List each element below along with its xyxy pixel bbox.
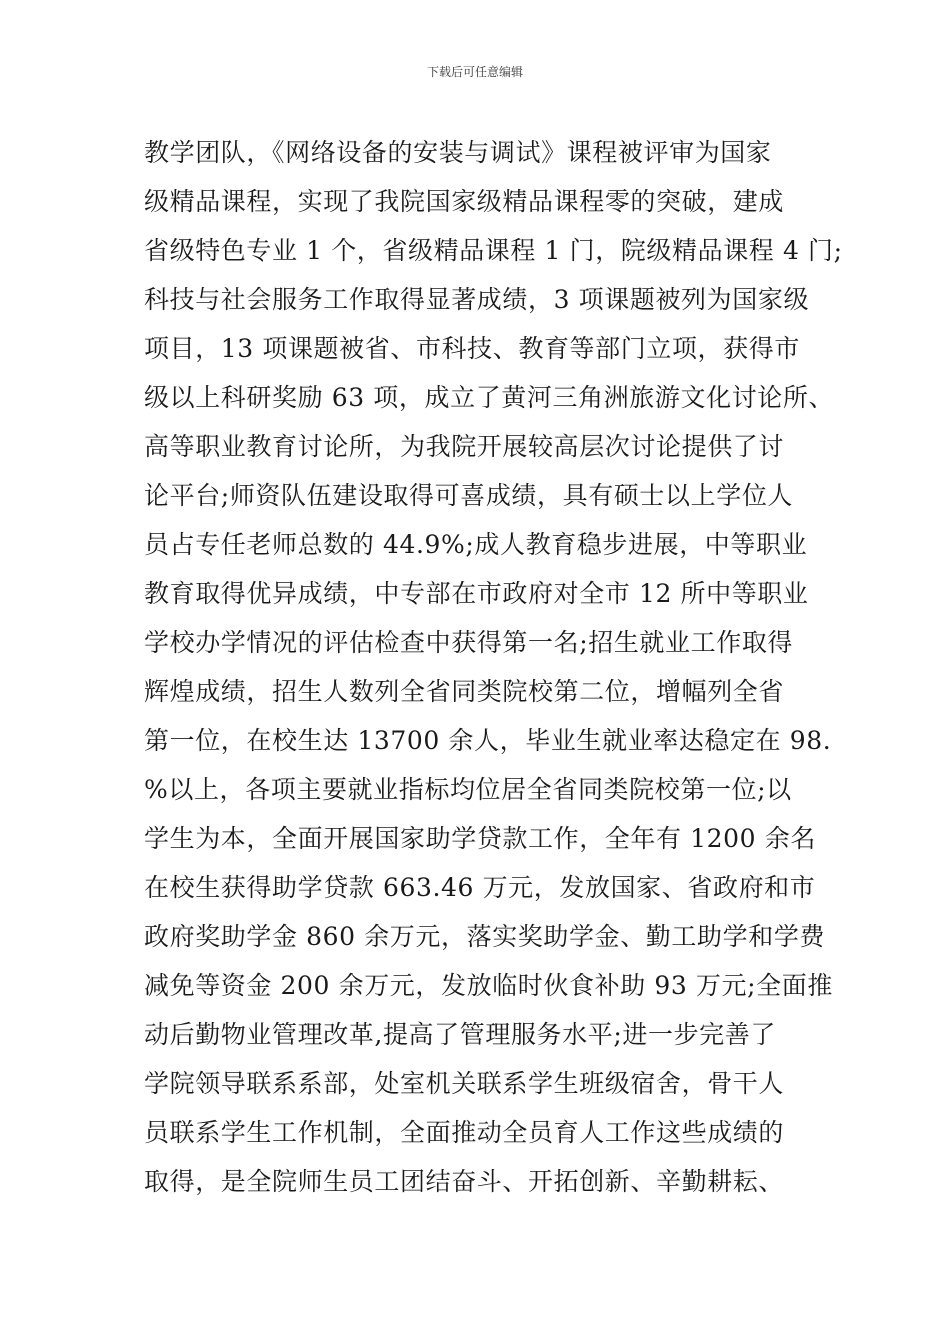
text-line: 学生为本，全面开展国家助学贷款工作，全年有 1200 余名 [144, 824, 816, 853]
text-line: 科技与社会服务工作取得显著成绩，3 项课题被列为国家级 [144, 285, 810, 314]
text-line: 项目，13 项课题被省、市科技、教育等部门立项，获得市 [144, 334, 800, 363]
text-line: 高等职业教育讨论所，为我院开展较高层次讨论提供了讨 [144, 432, 785, 461]
body-paragraph [144, 128, 843, 1206]
text-line: 减免等资金 200 余万元，发放临时伙食补助 93 万元;全面推 [144, 971, 833, 1000]
page-header: 下载后可任意编辑 [426, 65, 523, 79]
text-line: 第一位，在校生达 13700 余人，毕业生就业率达稳定在 98. [144, 726, 832, 755]
text-line: 级精品课程，实现了我院国家级精品课程零的突破，建成 [144, 187, 785, 216]
text-line: 级以上科研奖励 63 项，成立了黄河三角洲旅游文化讨论所、 [144, 383, 835, 412]
text-line: 学院领导联系系部，处室机关联系学生班级宿舍，骨干人 [144, 1069, 785, 1098]
text-line: 教学团队，《网络设备的安装与调试》课程被评审为国家 [144, 138, 772, 167]
text-line: %以上，各项主要就业指标均位居全省同类院校第一位;以 [144, 775, 792, 804]
text-line: 政府奖助学金 860 余万元，落实奖助学金、勤工助学和学费 [144, 922, 826, 951]
text-line: 论平台;师资队伍建设取得可喜成绩，具有硕士以上学位人 [144, 481, 794, 510]
text-line: 辉煌成绩，招生人数列全省同类院校第二位，增幅列全省 [144, 677, 785, 706]
text-line: 在校生获得助学贷款 663.46 万元，发放国家、省政府和市 [144, 873, 816, 902]
text-line: 学校办学情况的评估检查中获得第一名;招生就业工作取得 [144, 628, 794, 657]
text-line: 取得，是全院师生员工团结奋斗、开拓创新、辛勤耕耘、 [144, 1167, 785, 1196]
text-line: 动后勤物业管理改革,提高了管理服务水平;进一步完善了 [144, 1020, 776, 1049]
text-line: 员联系学生工作机制，全面推动全员育人工作这些成绩的 [144, 1118, 785, 1147]
text-line: 教育取得优异成绩，中专部在市政府对全市 12 所中等职业 [144, 579, 809, 608]
text-line: 省级特色专业 1 个，省级精品课程 1 门，院级精品课程 4 门; [144, 236, 843, 265]
text-line: 员占专任老师总数的 44.9%;成人教育稳步进展，中等职业 [144, 530, 808, 559]
